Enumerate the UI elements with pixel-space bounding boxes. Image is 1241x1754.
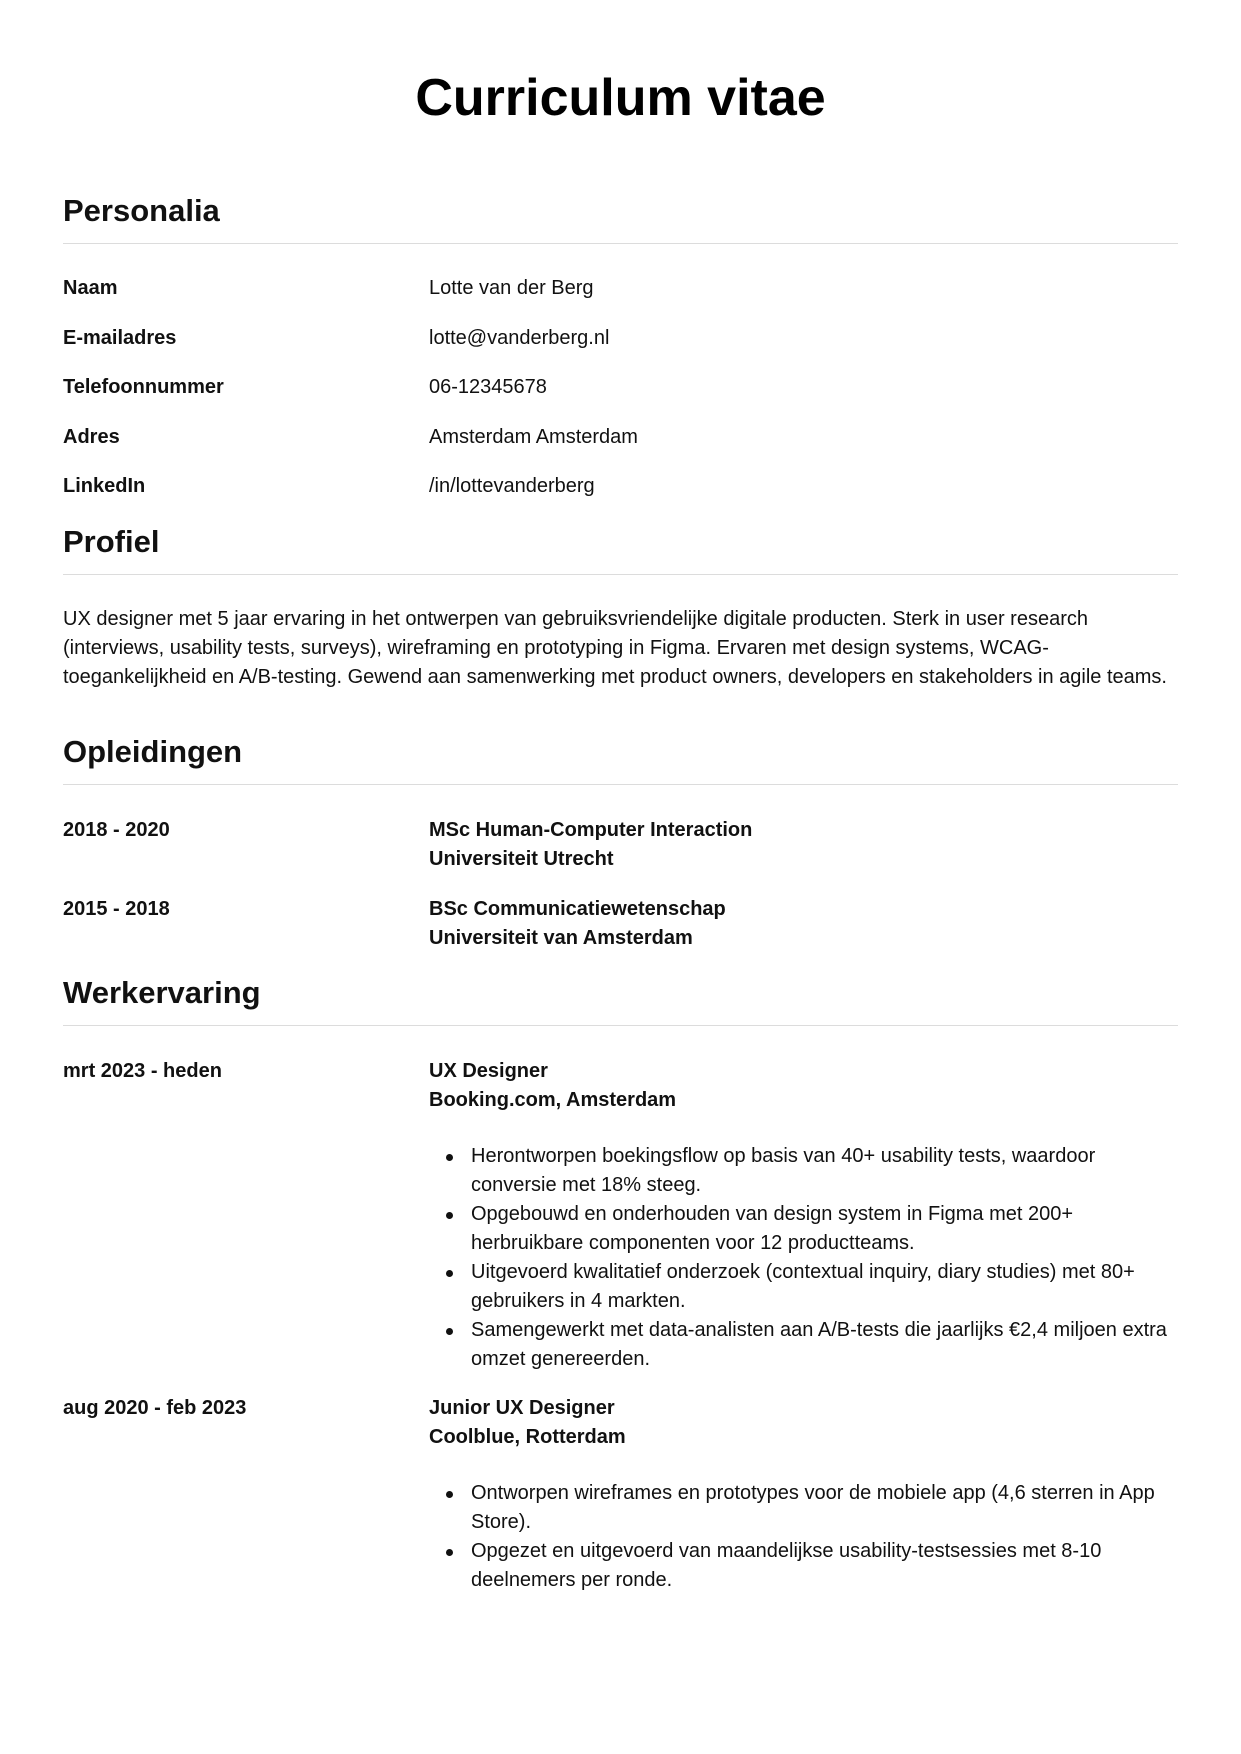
profile-summary: UX designer met 5 jaar ervaring in het ontwerpen van gebruiksvriendelijke digitale producten. Sterk in user research (interviews, usability tests, surveys), wireframing en prototyping in Figma. Ervaren met design systems, WCAG-toegankelijkheid en A/B-testing. Gewend aan samenwerking met product owners, developers en stakeholders in agile teams. — [63, 607, 1167, 688]
education-entry — [63, 816, 1178, 874]
education-details — [429, 895, 1178, 953]
field-value: Amsterdam Amsterdam — [429, 425, 638, 448]
work-details — [429, 1394, 1178, 1595]
work-company: Booking.com, Amsterdam — [429, 1088, 677, 1111]
field-label: Telefoonnummer — [63, 376, 224, 398]
field-label: Adres — [63, 425, 120, 448]
education-school: Universiteit Utrecht — [429, 847, 614, 870]
section-heading: Werkervaring — [63, 974, 1178, 1026]
section-heading: Opleidingen — [63, 733, 1178, 785]
achievement-item: Uitgevoerd kwalitatief onderzoek (contextual inquiry, diary studies) met 80+ gebruikers in 4 markten. — [471, 1258, 1178, 1316]
achievement-item: Opgebouwd en onderhouden van design system in Figma met 200+ herbruikbare componenten voor 12 productteams. — [471, 1200, 1178, 1258]
field-value: Lotte van der Berg — [429, 277, 594, 299]
work-entry — [63, 1057, 1178, 1374]
section-heading: Profiel — [63, 523, 1178, 575]
field-value: /in/lottevanderberg — [429, 475, 595, 497]
personalia-row-name — [63, 275, 1178, 301]
field-value: 06-12345678 — [429, 376, 547, 398]
field-label: LinkedIn — [63, 475, 146, 497]
education-degree: BSc Communicatiewetenschap — [429, 897, 726, 920]
work-period: aug 2020 - feb 2023 — [63, 1396, 247, 1419]
personalia-row-phone — [63, 374, 1178, 400]
education-degree: MSc Human-Computer Interaction — [429, 818, 753, 841]
work-role: UX Designer — [429, 1059, 548, 1082]
section-heading: Personalia — [63, 192, 1178, 244]
personalia-row-email — [63, 325, 1178, 351]
education-period: 2015 - 2018 — [63, 897, 170, 920]
section-werkervaring — [63, 974, 1178, 1595]
field-value: lotte@vanderberg.nl — [429, 326, 610, 349]
work-entry — [63, 1394, 1178, 1595]
document-title: Curriculum vitae — [415, 69, 826, 127]
education-details — [429, 816, 1178, 874]
work-company: Coolblue, Rotterdam — [429, 1425, 626, 1448]
personalia-row-address — [63, 424, 1178, 450]
achievement-item: Ontworpen wireframes en prototypes voor de mobiele app (4,6 sterren in App Store). — [471, 1479, 1178, 1537]
work-role: Junior UX Designer — [429, 1396, 615, 1419]
work-achievements — [429, 1142, 1178, 1374]
section-profiel — [63, 523, 1178, 692]
field-label: Naam — [63, 277, 118, 299]
achievement-item: Opgezet en uitgevoerd van maandelijkse usability-testsessies met 8-10 deelnemers per ronde. — [471, 1537, 1178, 1595]
education-period: 2018 - 2020 — [63, 818, 170, 841]
work-period: mrt 2023 - heden — [63, 1059, 222, 1082]
achievement-item: Samengewerkt met data-analisten aan A/B-tests die jaarlijks €2,4 miljoen extra omzet genereerden. — [471, 1316, 1178, 1374]
section-opleidingen — [63, 733, 1178, 953]
field-label: E-mailadres — [63, 326, 177, 349]
education-school: Universiteit van Amsterdam — [429, 926, 693, 949]
education-entry — [63, 895, 1178, 953]
work-achievements — [429, 1479, 1178, 1595]
section-personalia — [63, 192, 1178, 499]
work-details — [429, 1057, 1178, 1374]
personalia-row-linkedin — [63, 473, 1178, 499]
achievement-item: Herontworpen boekingsflow op basis van 40+ usability tests, waardoor conversie met 18% steeg. — [471, 1142, 1178, 1200]
